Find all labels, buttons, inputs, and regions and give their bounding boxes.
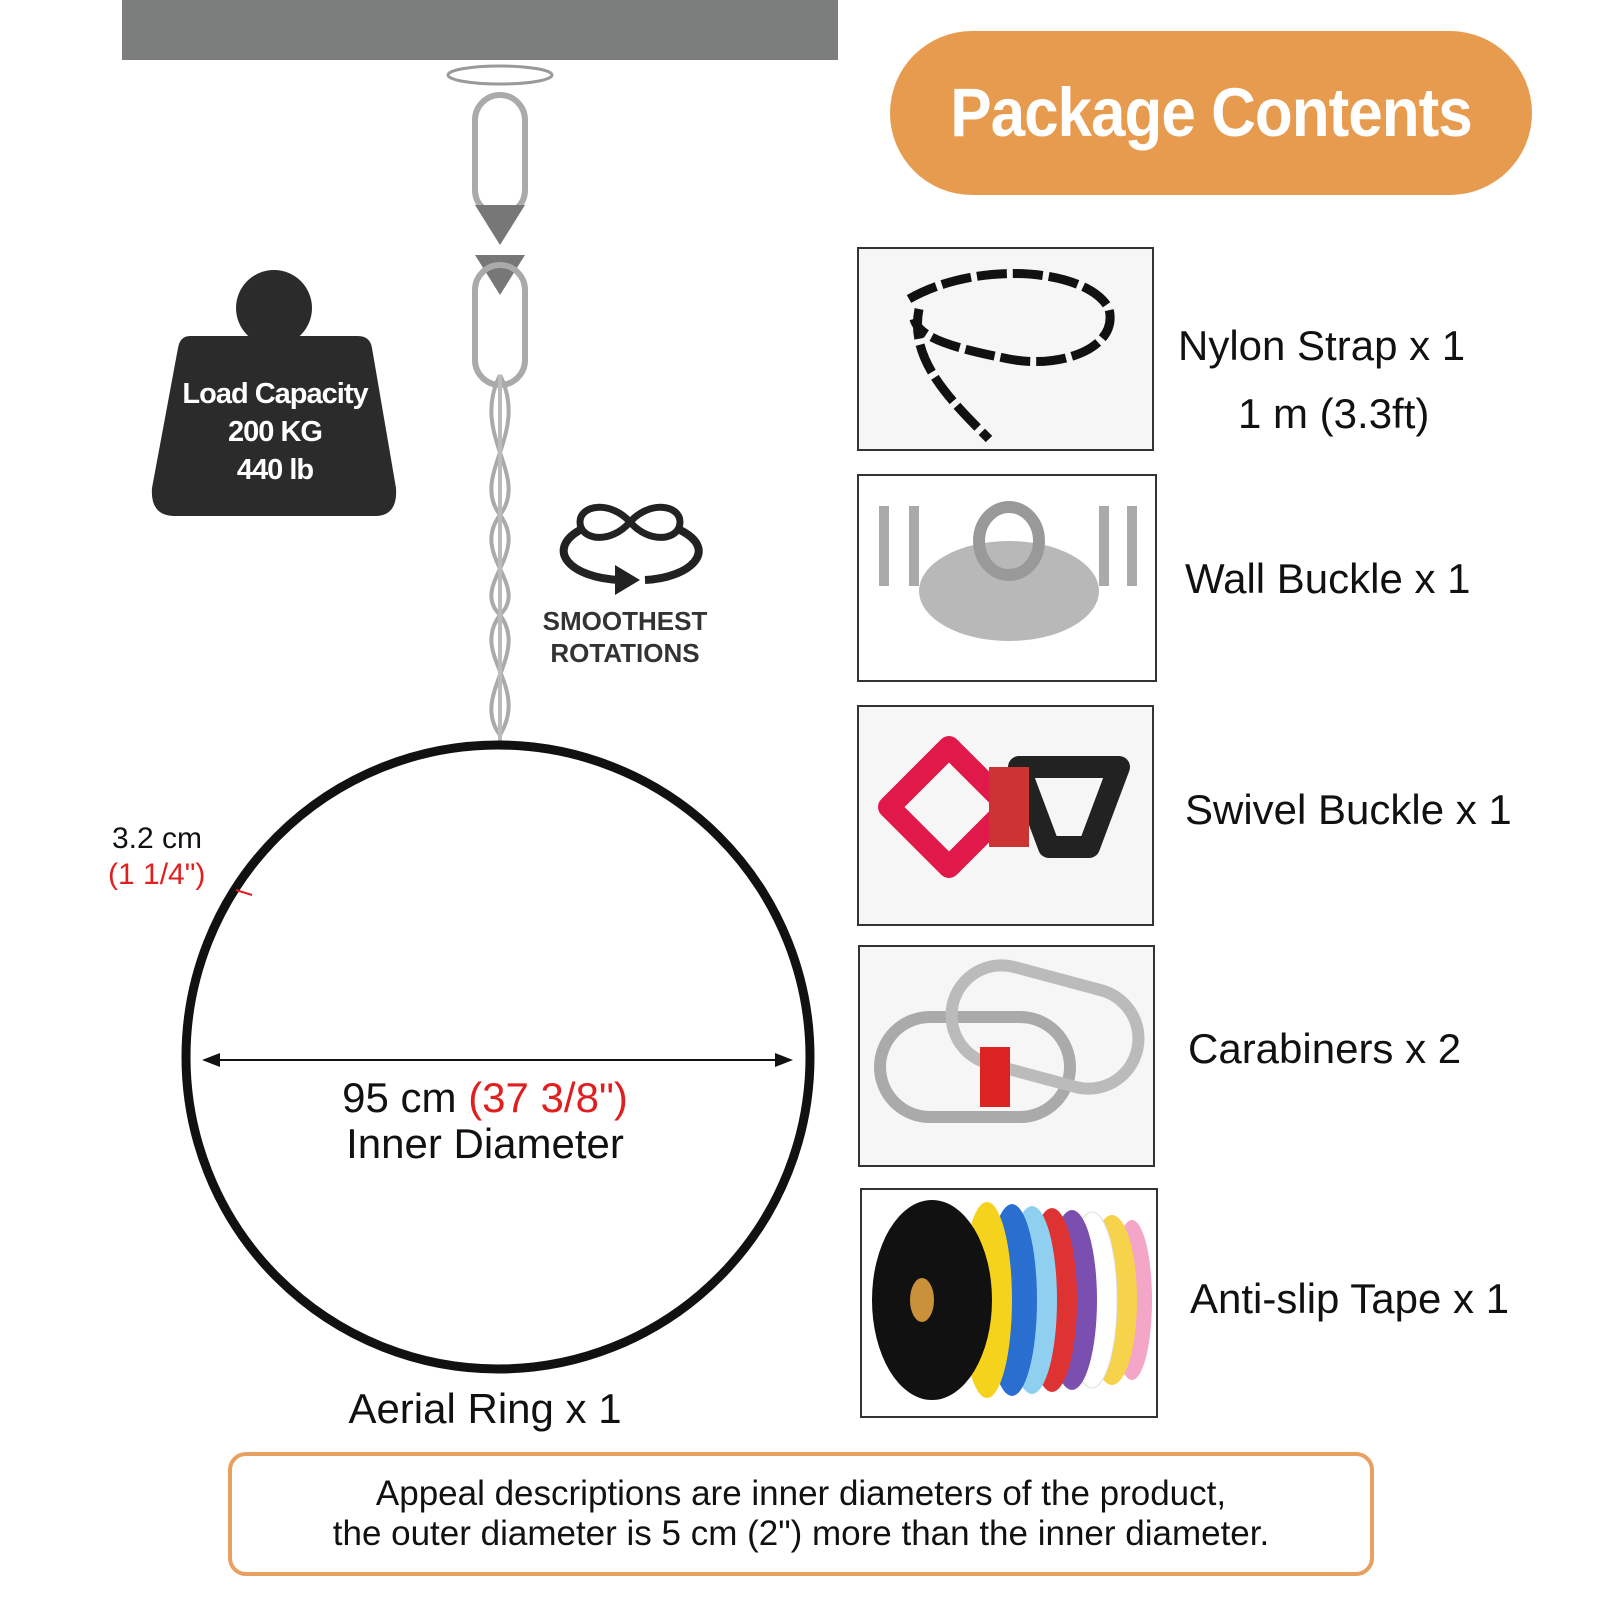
- item-label: Wall Buckle x 1: [1185, 555, 1471, 602]
- ring-thickness-imperial: (1 1/4"): [108, 858, 206, 891]
- aerial-ring-caption: Aerial Ring x 1: [348, 1385, 622, 1432]
- load-capacity-text: [150, 375, 400, 489]
- item-label: Carabiners x 2: [1188, 1025, 1462, 1072]
- infinity-rotation-icon: [550, 500, 710, 595]
- load-capacity-lb: 440 lb: [236, 454, 314, 486]
- carabiners-image: [858, 945, 1155, 1167]
- ring-thickness-metric: 3.2 cm: [112, 822, 203, 855]
- note-line2: the outer diameter is 5 cm (2") more than the inner diameter.: [332, 1514, 1270, 1553]
- inner-diameter-label: [200, 1075, 770, 1167]
- diameter-metric: 95 cm: [342, 1074, 457, 1121]
- banner-title: Package Contents: [950, 75, 1472, 151]
- load-capacity-label: Load Capacity: [182, 378, 368, 410]
- aerial-ring: [170, 735, 830, 1385]
- smoothest-rotations-text: [520, 605, 730, 669]
- anti-slip-tape-image: [860, 1188, 1158, 1418]
- wall-buckle-image: [857, 474, 1157, 682]
- swivel-buckle-image: [857, 705, 1154, 926]
- item-label: Anti-slip Tape x 1: [1190, 1275, 1510, 1322]
- diameter-caption: Inner Diameter: [346, 1120, 624, 1167]
- ceiling-bar: [122, 0, 838, 60]
- load-capacity-kg: 200 KG: [228, 416, 322, 448]
- nylon-strap-image: [857, 247, 1154, 451]
- diameter-imperial: (37 3/8"): [468, 1074, 628, 1121]
- diameter-note: [228, 1452, 1374, 1576]
- item-label: Nylon Strap x 1: [1178, 322, 1466, 369]
- item-sublabel: 1 m (3.3ft): [1238, 390, 1430, 437]
- rotation-line2: ROTATIONS: [550, 638, 700, 668]
- note-line1: Appeal descriptions are inner diameters of the product,: [375, 1474, 1227, 1513]
- rotation-line1: SMOOTHEST: [542, 606, 708, 636]
- package-contents-banner: [890, 31, 1532, 195]
- item-label: Swivel Buckle x 1: [1185, 786, 1512, 833]
